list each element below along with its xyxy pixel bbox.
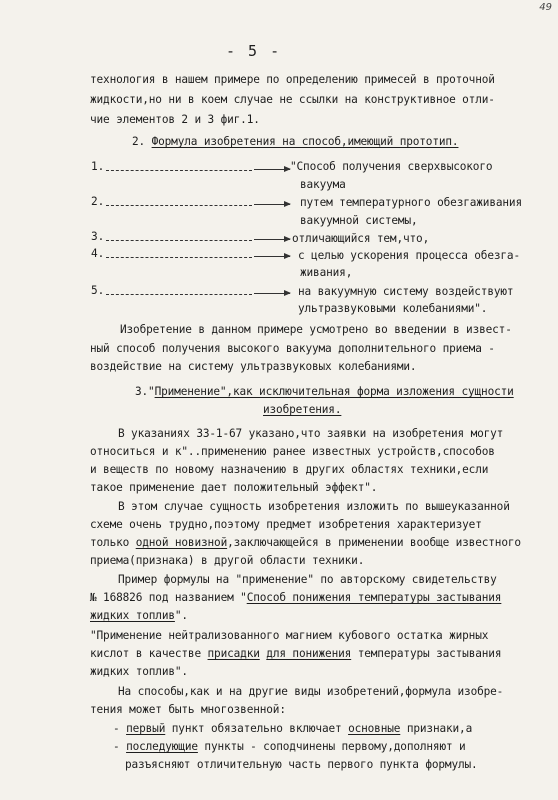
methods-line-2: тения может быть многозвенной: bbox=[90, 703, 286, 716]
formula-item-2-arrow-icon bbox=[254, 204, 290, 205]
section3-heading-line-1: 3."Применение",как исключительная форма изложения сущности bbox=[135, 385, 514, 398]
essence-line-2: схеме очень трудно,поэтому предмет изобретения характеризует bbox=[90, 518, 482, 531]
formula-item-3-dashes bbox=[106, 240, 252, 241]
formula-item-3-arrow-icon bbox=[254, 239, 290, 240]
example-line-1: Пример формулы на "применение" по авторскому свидетельству bbox=[118, 573, 497, 586]
bullet-2: - последующие пункты - соподчинены первому,дополняют и bbox=[113, 740, 466, 753]
formula-item-4-number: 4. bbox=[91, 247, 105, 260]
formula-item-5-dashes bbox=[106, 294, 252, 295]
formula-item-4-line-1: с целью ускорения процесса обезга- bbox=[298, 249, 520, 262]
invention-line-2: ный способ получения высокого вакуума дополнительного приема - bbox=[90, 342, 495, 355]
formula-item-4-arrow-icon bbox=[254, 256, 290, 257]
page-number: - 5 - bbox=[226, 42, 282, 60]
instructions-line-3: и веществ по новому назначению в других областях техники,если bbox=[90, 463, 489, 476]
invention-line-3: воздействие на систему ультразвуковых колебаниями. bbox=[90, 360, 417, 373]
essence-line-3: только одной новизной,заключающейся в применении вообще известного bbox=[90, 536, 521, 549]
formula-item-1-number: 1. bbox=[91, 160, 105, 173]
bullet-2-line-2: разъясняют отличительную часть первого пункта формулы. bbox=[125, 758, 478, 771]
bullet-1: - первый пункт обязательно включает основные признаки,а bbox=[113, 722, 473, 735]
quote-line-1: "Применение нейтрализованного магнием кубового остатка жирных bbox=[90, 629, 489, 642]
intro-line-2: жидкости,но ни в коем случае не ссылки на конструктивное отли- bbox=[90, 93, 495, 106]
formula-item-5-number: 5. bbox=[91, 284, 105, 297]
formula-item-1-dashes bbox=[106, 170, 252, 171]
formula-item-4-dashes bbox=[106, 257, 252, 258]
instructions-line-2: относиться и к"..применению ранее известных устройств,способов bbox=[90, 445, 495, 458]
formula-item-5-line-1: на вакуумную систему воздействуют bbox=[298, 285, 514, 298]
quote-line-2: кислот в качестве присадки для понижения температуры застывания bbox=[90, 647, 502, 660]
intro-line-1: технология в нашем примере по определению примесей в проточной bbox=[90, 73, 495, 86]
formula-item-2-line-1: путем температурного обезгаживания bbox=[300, 196, 522, 209]
quote-line-3: жидких топлив". bbox=[90, 665, 188, 678]
essence-line-4: приема(признака) в другой области техники. bbox=[90, 554, 365, 567]
formula-item-2-dashes bbox=[106, 205, 252, 206]
invention-line-1: Изобретение в данном примере усмотрено во введении в извест- bbox=[120, 323, 512, 336]
essence-line-1: В этом случае сущность изобретения изложить по вышеуказанной bbox=[118, 500, 510, 513]
instructions-line-4: такое применение дает положительный эффект". bbox=[90, 481, 378, 494]
formula-item-3-number: 3. bbox=[91, 230, 105, 243]
formula-item-4-line-2: живания, bbox=[300, 266, 353, 279]
instructions-line-1: В указаниях ЗЗ-1-67 указано,что заявки на изобретения могут bbox=[118, 427, 504, 440]
formula-item-5-arrow-icon bbox=[254, 293, 290, 294]
formula-item-3-line-1: отличающийся тем,что, bbox=[292, 232, 430, 245]
section2-heading: 2. Формула изобретения на способ,имеющий прототип. bbox=[132, 135, 459, 148]
section3-heading-line-2: изобретения. bbox=[263, 403, 342, 416]
formula-item-1-line-2: вакуума bbox=[300, 178, 346, 191]
formula-item-2-line-2: вакуумной системы, bbox=[300, 214, 418, 227]
formula-item-1-line-1: "Способ получения сверхвысокого bbox=[290, 160, 493, 173]
formula-item-1-arrow-icon bbox=[254, 169, 290, 170]
example-line-3: жидких топлив". bbox=[90, 609, 188, 622]
example-line-2: № 168826 под названием "Способ понижения температуры застывания bbox=[90, 591, 502, 604]
intro-line-3: чие элементов 2 и 3 фиг.1. bbox=[90, 113, 260, 126]
corner-page-mark: 49 bbox=[539, 2, 552, 13]
formula-item-2-number: 2. bbox=[91, 195, 105, 208]
formula-item-5-line-2: ультразвуковыми колебаниями". bbox=[298, 302, 488, 315]
methods-line-1: На способы,как и на другие виды изобретений,формула изобре- bbox=[118, 685, 504, 698]
